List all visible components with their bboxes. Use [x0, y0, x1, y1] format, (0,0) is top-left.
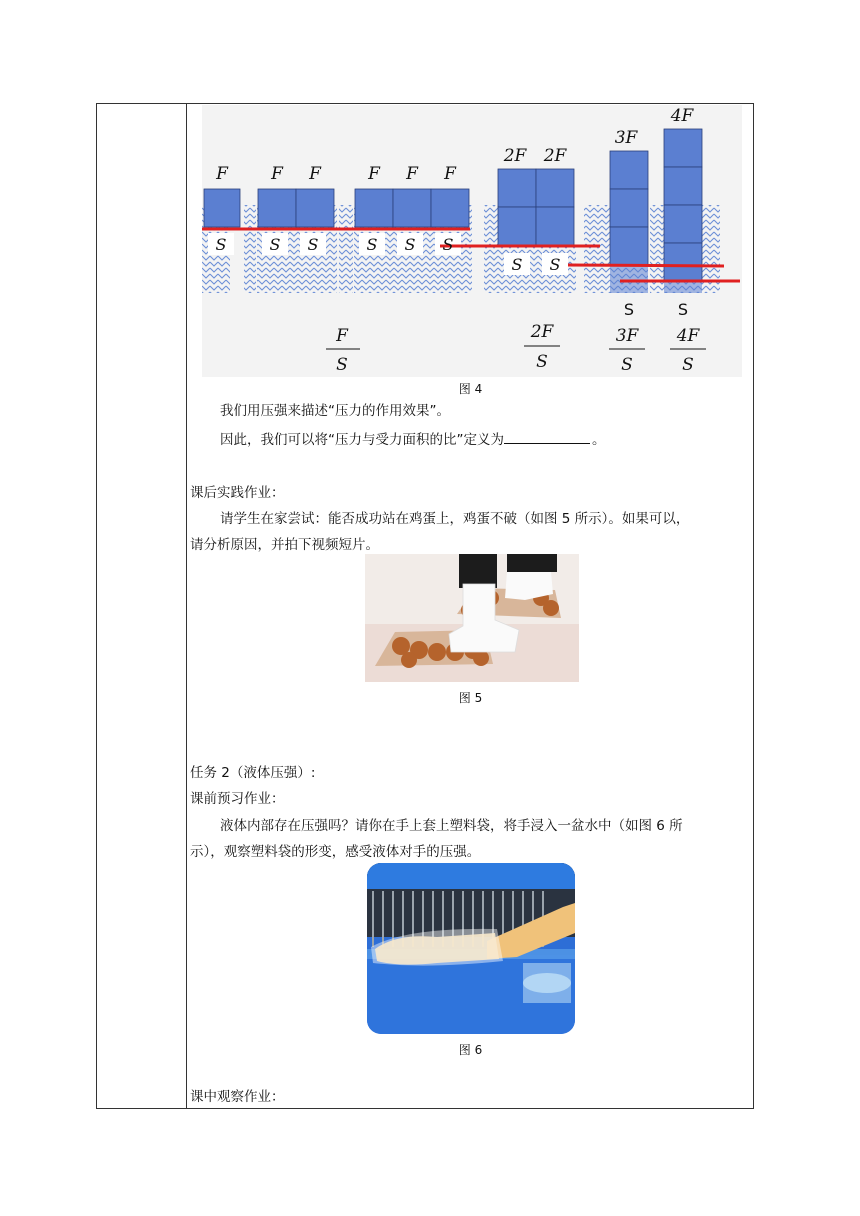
block: [204, 189, 240, 227]
area-label: S: [511, 255, 523, 274]
figure-4-caption: 图 4: [458, 382, 483, 396]
area-label: S: [307, 235, 319, 254]
area-label: S: [442, 235, 454, 254]
force-label: 3F: [614, 128, 638, 148]
blue-wall-top: [367, 863, 575, 889]
block: [664, 205, 702, 243]
fraction-numerator: 4F: [676, 326, 700, 346]
block: [393, 189, 431, 227]
definition-sentence: [220, 429, 606, 450]
force-label: 4F: [670, 106, 694, 126]
egg: [473, 650, 489, 666]
footprint-column: [610, 265, 648, 293]
block: [536, 207, 574, 245]
fraction-denominator: S: [536, 352, 548, 372]
content-cell: [188, 103, 753, 1108]
level-line: [568, 265, 724, 266]
section-title: 课前预习作业：: [190, 791, 285, 807]
period: 。: [592, 432, 606, 448]
block: [610, 151, 648, 189]
fraction-numerator: F: [336, 326, 348, 346]
block: [536, 169, 574, 207]
paragraph: 示），观察塑料袋的形变，感受液体对手的压强。: [190, 844, 481, 860]
block: [664, 129, 702, 167]
spring-bed: [484, 205, 498, 293]
paragraph: 请学生在家尝试：能否成功站在鸡蛋上，鸡蛋不破（如图 5 所示）。如果可以，: [220, 511, 690, 527]
figure-6-caption: 图 6: [458, 1043, 483, 1057]
fraction-numerator: 2F: [530, 322, 554, 342]
hand-in-water-illustration: [367, 863, 575, 1034]
section-title: 任务 2（液体压强）:: [190, 765, 316, 781]
area-label: S: [404, 235, 416, 254]
force-label: F: [406, 164, 418, 184]
definition-text: 因此，我们可以将“压力与受力面积的比”定义为: [220, 432, 504, 448]
figure-5-caption: 图 5: [458, 691, 483, 705]
pressure-diagram: [202, 105, 742, 377]
block: [664, 243, 702, 281]
spring-bed: [584, 205, 610, 293]
fraction-denominator: S: [336, 355, 348, 375]
egg: [428, 643, 446, 661]
section-title: 课后实践作业：: [190, 485, 285, 501]
force-label: F: [271, 164, 283, 184]
figure-6-photo: [367, 863, 575, 1034]
force-label: 2F: [503, 146, 527, 166]
area-label: S: [549, 255, 561, 274]
leg-left: [459, 554, 497, 588]
area-label: S: [366, 235, 378, 254]
water-cup-body: [523, 963, 571, 1003]
paragraph: 液体内部存在压强吗？请你在手上套上塑料袋，将手浸入一盆水中（如图 6 所: [220, 818, 683, 834]
block: [498, 169, 536, 207]
block: [610, 227, 648, 265]
fraction-denominator: S: [682, 355, 694, 375]
force-label: F: [368, 164, 380, 184]
column-divider: [186, 103, 187, 1109]
area-label: S: [269, 235, 281, 254]
leg-right: [507, 554, 557, 572]
egg: [543, 600, 559, 616]
area-label: S: [677, 300, 689, 319]
block: [664, 167, 702, 205]
block: [431, 189, 469, 227]
egg: [401, 652, 417, 668]
block: [498, 207, 536, 245]
figure-4: [202, 105, 742, 377]
block: [610, 189, 648, 227]
egg-standing-illustration: [365, 554, 579, 682]
figure-5-photo: [365, 554, 579, 682]
fraction-numerator: 3F: [615, 326, 639, 346]
paragraph: 请分析原因，并拍下视频短片。: [190, 537, 379, 553]
section-title: 课中观察作业：: [190, 1089, 285, 1105]
force-label: F: [216, 164, 228, 184]
block: [355, 189, 393, 227]
spring-bed: [339, 205, 353, 293]
spring-bed: [244, 205, 256, 293]
block: [258, 189, 296, 227]
force-label: F: [444, 164, 456, 184]
block: [296, 189, 334, 227]
paragraph: 我们用压强来描述“压力的作用效果”。: [220, 403, 450, 419]
force-label: F: [309, 164, 321, 184]
footprint-column: [664, 281, 702, 293]
area-label: S: [623, 300, 635, 319]
force-label: 2F: [543, 146, 567, 166]
answer-blank[interactable]: [504, 429, 590, 444]
fraction-denominator: S: [621, 355, 633, 375]
area-label: S: [215, 235, 227, 254]
